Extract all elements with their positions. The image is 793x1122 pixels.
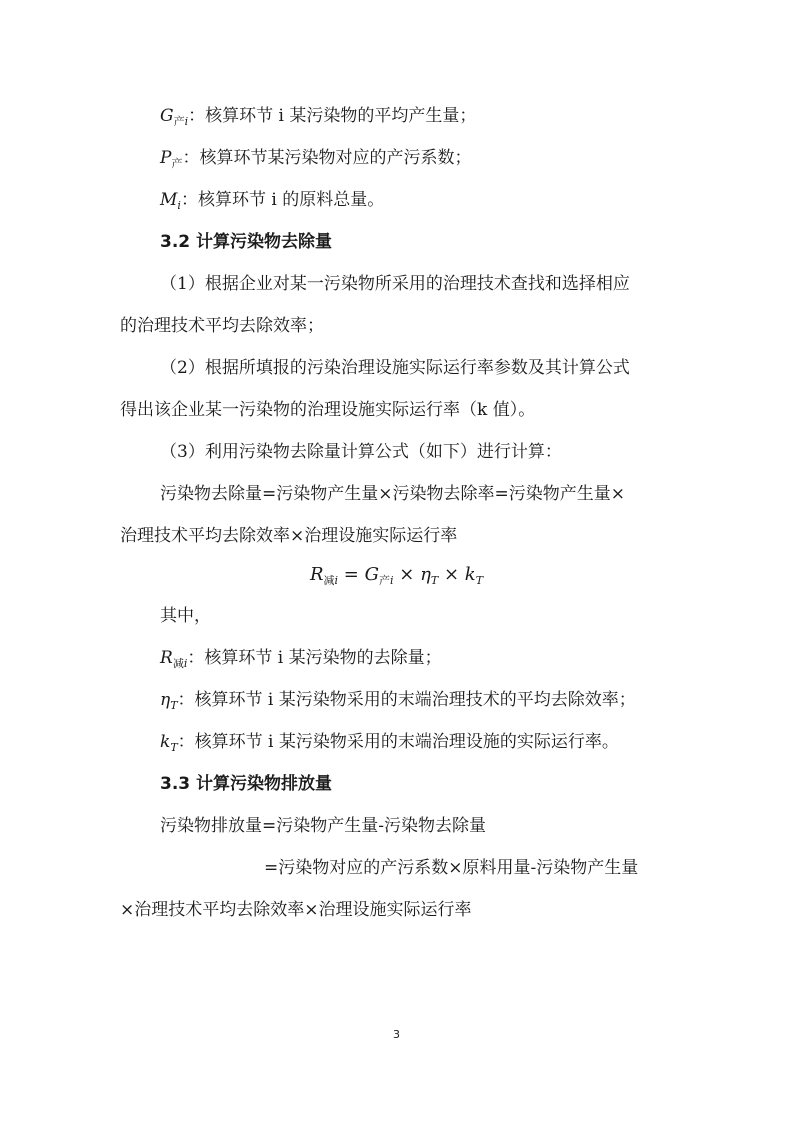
removal-formula: $R_{减i} = G_{产i} \times \eta_T \times k_T$: [309, 564, 484, 587]
def-eta: [160, 688, 636, 718]
paragraph-2-line-2: 得出该企业某一污染物的治理设施实际运行率（k 值）。: [120, 400, 536, 420]
symbol-r: $R_{减i}$: [160, 648, 188, 670]
symbol-g: $G_{产i}$: [160, 106, 189, 128]
emission-line-3: ×治理技术平均去除效率×治理设施实际运行率: [120, 900, 472, 920]
symbol-k: $k_T$: [160, 732, 178, 754]
def-r-text: ：核算环节 i 某污染物的去除量；: [187, 648, 442, 668]
page-number: 3: [393, 1028, 400, 1041]
def-k-text: ：核算环节 i 某污染物采用的末端治理设施的实际运行率。: [177, 732, 619, 752]
emission-line-2: =污染物对应的产污系数×原料用量-污染物产生量: [264, 858, 639, 878]
heading-3-3: 3.3 计算污染物排放量: [160, 774, 333, 794]
equation-text-line-1: 污染物去除量=污染物产生量×污染物去除率=污染物产生量×: [160, 484, 625, 504]
paragraph-3: （3）利用污染物去除量计算公式（如下）进行计算：: [160, 442, 562, 462]
symbol-m: $M_i$: [160, 190, 181, 212]
equation-text-line-2: 治理技术平均去除效率×治理设施实际运行率: [120, 526, 458, 546]
def-g-text: ：核算环节 i 某污染物的平均产生量；: [188, 106, 477, 126]
def-p-text: ：核算环节某污染物对应的产污系数；: [182, 148, 472, 168]
def-g: [160, 104, 476, 134]
def-m: [160, 188, 384, 218]
heading-3-2: 3.2 计算污染物去除量: [160, 232, 333, 252]
def-eta-text: ：核算环节 i 某污染物采用的末端治理技术的平均去除效率；: [177, 690, 636, 710]
emission-line-1: 污染物排放量=污染物产生量-污染物去除量: [160, 816, 486, 836]
where-label: 其中，: [160, 606, 211, 626]
symbol-eta: $\eta_T$: [160, 690, 178, 712]
def-p: [160, 146, 471, 176]
symbol-p: $P_产$: [160, 148, 183, 170]
def-m-text: ：核算环节 i 的原料总量。: [180, 190, 385, 210]
def-k: [160, 730, 619, 760]
def-r: [160, 646, 442, 676]
paragraph-2-line-1: （2）根据所填报的污染治理设施实际运行率参数及其计算公式: [160, 358, 630, 378]
paragraph-1-line-1: （1）根据企业对某一污染物所采用的治理技术查找和选择相应: [160, 274, 630, 294]
paragraph-1-line-2: 的治理技术平均去除效率；: [120, 316, 324, 336]
